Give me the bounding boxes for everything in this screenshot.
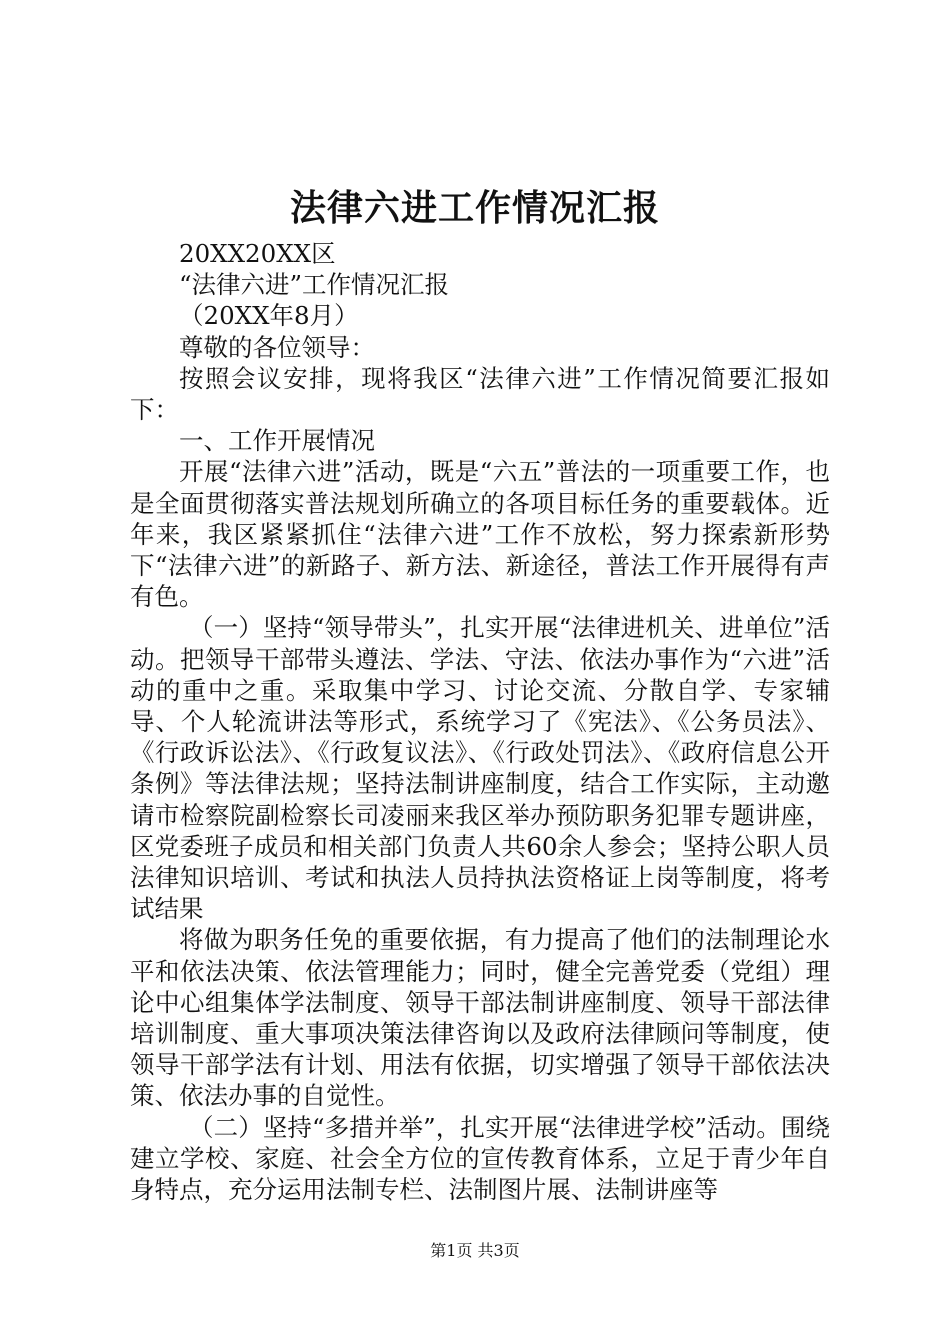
paragraph-item-2: （二）坚持“多措并举”，扎实开展“法律进学校”活动。围绕建立学校、家庭、社会全方位的宣传教育体系，立足于青少年自身特点，充分运用法制专栏、法制图片展、法制讲座等 <box>130 1112 830 1205</box>
paragraph-item-1: （一）坚持“领导带头”，扎实开展“法律进机关、进单位”活动。把领导干部带头遵法、学法、守法、依法办事作为“六进”活动的重中之重。采取集中学习、讨论交流、分散自学、专家辅导、个人轮流讲法等形式，系统学习了《宪法》、《公务员法》、《行政诉讼法》、《行政复议法》、《行政处罚法》、《政府信息公开条例》等法律法规；坚持法制讲座制度，结合工作实际，主动邀请市检察院副检察长司凌丽来我区举办预防职务犯罪专题讲座，区党委班子成员和相关部门负责人共60余人参会；坚持公职人员法律知识培训、考试和执法人员持执法资格证上岗等制度，将考试结果 <box>130 613 830 924</box>
section-heading: 一、工作开展情况 <box>179 426 375 456</box>
paragraph-report-name: “法律六进”工作情况汇报 <box>179 270 450 300</box>
paragraph-overview: 开展“法律六进”活动，既是“六五”普法的一项重要工作，也是全面贯彻落实普法规划所确立的各项目标任务的重要载体。近年来，我区紧紧抓住“法律六进”工作不放松，努力探索新形势下“法律六进”的新路子、新方法、新途径，普法工作开展得有声有色。 <box>130 457 830 612</box>
document-title: 法律六进工作情况汇报 <box>289 187 660 229</box>
paragraph-intro: 按照会议安排，现将我区“法律六进”工作情况简要汇报如下： <box>130 363 830 425</box>
paragraph-region-year: 20XX20XX区 <box>179 239 336 268</box>
page-footer: 第1页 共3页 <box>430 1241 520 1260</box>
document-body <box>130 238 830 1205</box>
paragraph-date: （20XX年8月） <box>179 301 359 331</box>
paragraph-salutation: 尊敬的各位领导： <box>179 332 375 362</box>
paragraph-item-1-cont: 将做为职务任免的重要依据，有力提高了他们的法制理论水平和依法决策、依法管理能力；同时，健全完善党委（党组）理论中心组集体学法制度、领导干部法制讲座制度、领导干部法律培训制度、重大事项决策法律咨询以及政府法律顾问等制度，使领导干部学法有计划、用法有依据，切实增强了领导干部依法决策、依法办事的自觉性。 <box>130 925 830 1111</box>
